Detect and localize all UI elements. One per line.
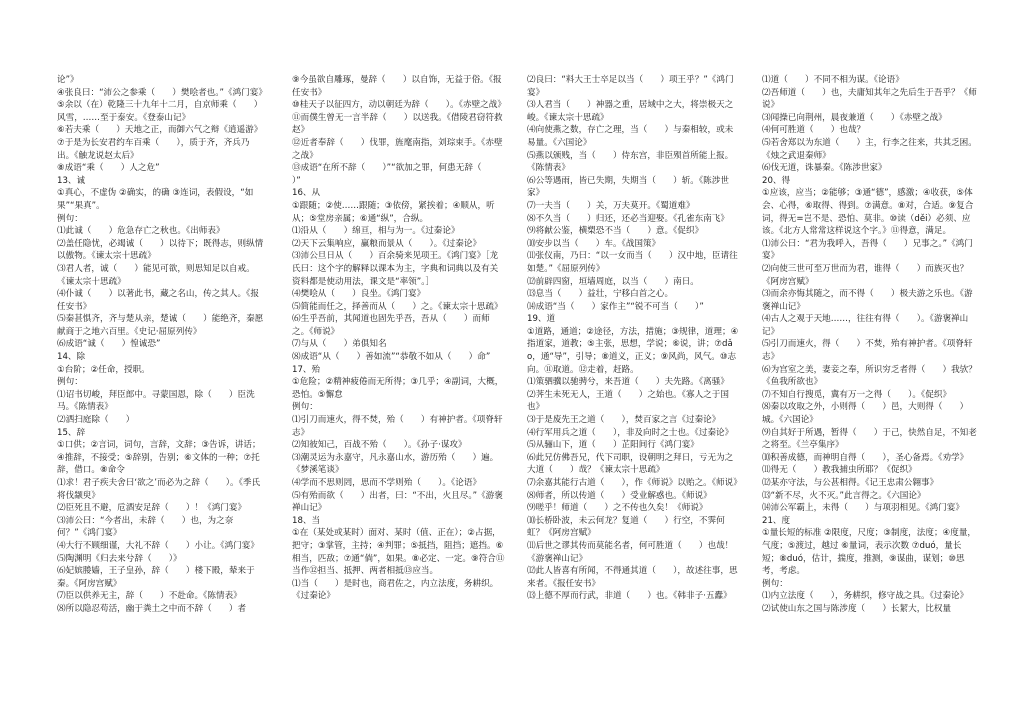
text-line: ⑴求！君子疾夫舍曰‘欲之’而必为之辞（ ）。《季氏将伐颛臾》 [57,478,261,501]
text-line: ⑦于是为长安君约车百乘（ ），质于齐，齐兵乃出。《触龙说赵太后》 [57,137,250,161]
text-line: ⒀息当（ ）益壮，宁移白首之心。 [527,289,674,300]
text-line: ①台阶；②任命，授职。 [57,364,150,375]
text-line: ④张良曰：“沛公之参乘（ ）樊哙者也。”《鸿门宴》 [57,87,267,98]
text-line: 例句： [292,402,318,413]
text-line: ⑴引刀而速火，得不焚，殆（ ）有神护者。《项脊轩志》 [292,415,503,438]
text-line: ⑧成语“乘（ ）人之危” [57,163,160,174]
text-line: ⑷学而不思则罔，思而不学则殆（ ）。《论语》 [292,478,482,488]
text-line: ⑶沛公曰：“今者出，未辞（ ）也，为之奈何？”《鸿门宴》 [57,515,234,539]
text-line: ⑽安步以当（ ）车。《战国策》 [527,238,661,249]
text-line: ⑴策驷骥以驰骋兮，来吾道（ ）夫先路。《离骚》 [527,377,729,388]
text-line: ①在（某处或某时）面对、某时（值、正在）；②占据，把守；③掌管，主持；④判罪；⑤抵挡，阻挡；遮挡。⑥相当，匹敌；⑦通“倘”，如果。⑧必定、一定。⑨符合⑪当作⑫担当、抵押、两者相抵⑬应当。 [292,528,505,577]
text-line: ⑴沿从（ ）绵亘，相与为一。《过秦论》 [292,226,460,237]
text-line: ⑵向使三世可至万世而为君，谁得（ ）而族灭也？《阿房宫赋》 [762,263,969,287]
text-line: ⑹公等遇雨，皆已失期，失期当（ ）斩。《陈涉世家》 [527,175,729,199]
text-line: ⑷大行不顾细谨，大礼不辞（ ）小让。《鸿门宴》 [57,540,259,551]
text-line: 21、度 [762,515,791,526]
text-line: ⑹为宫室之美，妻妾之奉，所识穷乏者得（ ）我欤？《鱼我所欲也》 [762,364,977,388]
text-line: ①危险；②精神疲倦而无所得；③几乎；④副词，大概，恐怕。⑤懈怠 [292,377,504,400]
text-line: ⑸有殆而欲（ ）出者，曰：“不出，火且尽。”《游褒禅山记》 [292,490,503,514]
text-line: ⑼将献公鉴，横槊恐不当（ ）意。《促织》 [527,226,704,237]
text-line: 例句： [57,213,83,224]
text-line: ⑵洒扫庭除（ ） [57,415,135,426]
text-line: ⑸燕以颁贱，当（ ）侍东宫，非臣殒首所能上报。《陈情表》 [527,150,734,174]
text-line: ⑨今虽欲自雕琢，曼辞（ ）以自饰，无益于俗。《报任安书》 [292,75,502,98]
text-line: ⑺不知自行搜觅，冀有万一之得（ ）。《促织》 [762,389,952,400]
text-column-1 [57,74,265,616]
text-line: ①量长短的标准 ②限度，尺度；③制度，法度；④度量，气度；⑤渡过，越过 ⑥量词，表示次数 ⑦duó，量长短；⑧duó，估计，揣度，推测，⑨谋曲，谋划；⑩思考，考虑。 [762,528,977,577]
text-line: ⑹伐无道，诛暴秦。《陈涉世家》 [762,163,887,174]
text-line: ⒀“新不尽，火不灭。”此言得之。《六国论》 [762,490,926,501]
text-line: ⑹生乎吾前，其闻道也固先乎吾，吾从（ ）而师之。《师说》 [292,314,490,337]
text-line: ⑵荠生未死无人，王道（ ）之始也。《寡人之于国也》 [527,389,729,413]
text-line: ⑶闻操已向荆州，晨夜兼道（ ）《赤壁之战》 [762,112,947,123]
text-line: ⑷樊哙从（ ）良坐。《鸿门宴》 [292,289,426,300]
text-line: ⑶而余亦悔其随之，而不得（ ）极夫游之乐也。《游褒禅山记》 [762,289,973,312]
text-line: ⑴诏书切峻，拜臣郎中。寻蒙国恩，除（ ）臣洗马。《陈情表》 [57,389,255,413]
text-line: ⑹妃嫔媵嫱，王子皇孙，辞（ ）楼下殿，辇来于秦。《阿房宫赋》 [57,566,255,589]
text-line: ⑵良曰：“料大王士卒足以当（ ）项王乎？”《鸿门宴》 [527,75,734,98]
text-line: 例句： [762,578,788,589]
text-line: ⑷向使燕之数，存亡之理，当（ ）与秦相较，或未易量。《六国论》 [527,125,734,148]
text-line: ⑸陶渊明《归去来兮辞（ ）》 [57,553,182,564]
text-line: ⑶潮灵运为永嘉守，凡永嘉山水，游历殆（ ）遍。《梦溪笔谈》 [292,452,499,476]
text-line: ⑸引刀而速火，得（ ）不焚，殆有神护者。《项脊轩志》 [762,339,973,363]
text-line: ⑵臣死且不避，卮酒安足辞（ ）！《鸿门宴》 [57,503,247,514]
text-line: ⑫近者奉辞（ ）伐罪，旌麾南指，刘琮束手。《赤壁之战》 [292,137,503,161]
text-line: ⑴内立法度（ ），务耕织，修守战之具。《过秦论》 [762,591,969,602]
text-line: 18、当 [292,515,321,526]
text-line: ⑺余嘉其能行古道（ ），作《师说》以贻之。《师说》 [527,478,742,488]
text-line: ⒀上德不厚而行武，非道（ ）也。《韩非子·五蠹》 [527,591,732,602]
text-line: ⑩桂天子以征四方，动以朝廷为辞（ ）。《赤壁之战》 [292,100,506,111]
text-line: ⑶君人者，诚（ ）能见可欲，则思知足以自戒。《谏太宗十思疏》 [57,263,255,287]
text-line: 14、除 [57,352,86,363]
text-line: ⑼嗟乎！师道（ ）之不传也久矣！《师说》 [527,503,708,514]
text-line: ⑶于是废先王之道（ ），焚百家之言《过秦论》 [527,415,721,426]
text-line: ⑽长桥卧波，未云何龙？复道（ ）行空，不霁何虹？《阿房宫赋》 [527,515,725,539]
text-line: ⑻秦以攻取之外，小则得（ ）邑，大则得（ ）城。《六国论》 [762,402,969,426]
text-line: 17、殆 [292,364,321,375]
text-line: ⑹此兄仿佛吾兄，代下司职，设朝明之拜日，亏无为之大道（ ）哉？《谏太宗十思疏》 [527,452,734,476]
text-line: ⑸秦甚惧齐，齐与楚从亲，楚诚（ ）能绝齐，秦愿献商于之地六百里。《史记·屈原列传》 [57,314,264,337]
text-line: ⑴沛公曰：“君为我呼入，吾得（ ）兄事之。”《鸿门宴》 [762,238,973,262]
text-column-4 [762,74,977,616]
text-line: ⑽积善成德，而神明自得（ ），圣心备焉。《劝学》 [762,452,969,463]
text-line: ①真心，不虚伪 ②确实，的确 ③连词，表假设，“如果”“果真”。 [57,188,254,211]
text-line: ⑸简能而任之，择善而从（ ）之。《谏太宗十思疏》 [292,301,503,312]
text-line: ⒁成语“当（ ）家作主”“锐不可当（ ）” [527,301,704,312]
text-line: ⑵试使山东之国与陈涉度（ ）长絜大，比权量 [762,603,952,614]
text-line: ⑷古人之观于天地……，往往有得（ ）。《游褒禅山记》 [762,314,969,337]
text-line: ⑵吾师道（ ）也，夫庸知其年之先后生于吾乎？《师说》 [762,87,977,111]
text-line: ①应该，应当；②能够；③通“德”，感激；④收获，⑤体会、心得，⑥取得、得到。⑦满意。⑧对，合适。⑨复合词，得无=岂不是、恐怕、莫非。⑩读（děi）必须、应该。《北方人常常这样说这个字。》⑪得意，满足。 [762,188,974,237]
text-line: 16、从 [292,188,321,199]
text-line: ⑺与从（ ）弟俱知名 [292,339,387,350]
text-line: ⑻成语“从（ ）善如流”“恭敬不如从（ ）命” [292,352,491,363]
text-line: ⑴道（ ）不同不相为谋。《论语》 [762,75,904,85]
text-line: ⑴当（ ）是时也，商君佐之，内立法度，务耕织。《过秦论》 [292,578,499,602]
text-line: ①口供；②言词，词句，言辞，文辞；③告诉，讲话；④推辞，不接受；⑤辞别，告别；⑥文体的一种；⑦托辞，借口。⑧命令 [57,440,261,476]
text-line: ⑶沛公旦日从（ ）百余骑来见项王。《鸿门宴》［龙氏曰：这个字的解释以课本为主，字典和词典以及有关资料都是使动用法，课文是“率领”。］ [292,251,499,287]
text-column-2 [292,74,506,603]
text-line: ⑾后世之谬其传而莫能名者，何可胜道（ ）也哉！《游褒禅山记》 [527,540,734,564]
text-line: ⑪而僕生曾无一言半辞（ ）以送我。《借陵君窃符救赵》 [292,112,503,136]
text-line: ⑵盖任隐忧，必竭诚（ ）以待下；既得志，则纵情以傲物。《谏太宗十思疏》 [57,238,264,262]
text-line: ⑴此诚（ ）危急存亡之秋也。《出师表》 [57,226,225,237]
text-line: ⑻师者，所以传道（ ）受业解惑也。《师说》 [527,490,712,501]
text-line: ⑿此人皆喜有所闻，不得通其道（ ），故述往事，思来者。《报任安书》 [527,566,738,589]
text-line: 例句： [57,377,83,388]
text-line: ⑼自其好于所遇，暂得（ ）于己，快然自足，不知老之将至。《兰亭集序》 [762,427,977,451]
text-line: 15、辞 [57,427,86,438]
text-line: ⑶人君当（ ）神器之重，居域中之大，将崇极天之峻。《谏太宗十思疏》 [527,100,734,123]
text-line: ⒁沛公军霸上，未得（ ）与项羽相见。《鸿门宴》 [762,503,964,514]
text-line: ⑷行军用兵之道（ ），非及向时之士也。《过秦论》 [527,427,734,438]
text-line: 20、得 [762,175,791,186]
text-line: ⑾得无（ ）教我捕虫所耶？《促织》 [762,465,917,476]
text-line: ⑿前辟四窗，垣墙周庭，以当（ ）南日。 [527,276,699,287]
text-line: 13、诚 [57,175,86,186]
text-line: ⑹成语“诚（ ）惶诚恐” [57,339,161,350]
text-line: ⑬成语“在所不辞（ ）”“欲加之罪，何患无辞（ ）” [292,163,499,186]
text-line: ①跟随；②使……跟随；③依傍，紧挨着；④顺从，听从；⑤堂房亲属；⑥通“纵”，合纵。 [292,200,495,224]
text-line: ⑸若舍郑以为东道（ ）主，行李之往来，共其乏困。《烛之武退秦师》 [762,137,977,161]
text-line: ⑵天下云集响应，赢粮而景从（ ）。《过秦论》 [292,238,482,249]
text-line: ⑺一夫当（ ）关，万夫莫开。《蜀道难》 [527,200,695,211]
text-line: ⑿某亦守法，与公甚相得。《记王忠肃公翱事》 [762,478,939,488]
text-line: 19、道 [527,314,556,325]
text-line: ①道路，通道；②途径，方法，措施；③规律，道理；④指道家，道教；⑤主张，思想，学说；⑥说，讲；⑦dǎo，通“导”，引导；⑧道义，正义；⑨风尚，风气。⑩志向。⑪取道。⑫走着，赶路。 [527,326,739,375]
text-column-3 [527,74,740,603]
text-line: ⑻所以隐忍苟活，幽于粪土之中而不辞（ ）者 [57,603,247,614]
text-line: ⑤余以（在）乾隆三十九年十二月，自京师乘（ ）风雪，……至于泰安。《登泰山记》 [57,100,263,123]
text-line: ⑷何可胜道（ ）也哉？ [762,125,866,136]
text-line: ⑻不久当（ ）归还，还必当迎娶。《孔雀东南飞》 [527,213,729,224]
text-line: ⑺臣以供养无主，辞（ ）不赴命。《陈情表》 [57,591,242,602]
text-line: 论”》 [57,75,79,85]
text-line: ⑥若夫乘（ ）天地之正，而御六气之辩《逍遥游》 [57,125,263,136]
text-line: ⑸从骊山下，道（ ）芷阳间行《鸿门宴》 [527,440,699,451]
text-line: ⑵知彼知己，百战不殆（ ）。《孙子·谋攻》 [292,440,467,451]
text-line: ⑾张仪南，乃曰：“以一女而当（ ）汉中地，臣请往如楚。”《屈原列传》 [527,251,738,274]
text-line: ⑷仆诚（ ）以著此书，藏之名山，传之其人。《报任安书》 [57,289,259,312]
